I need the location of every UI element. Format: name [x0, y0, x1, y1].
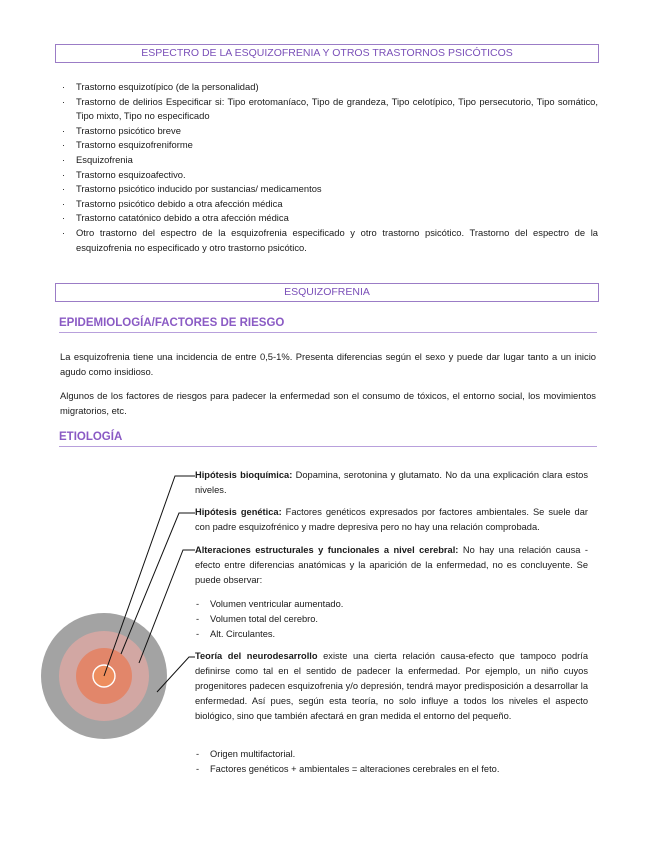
list-item: · Esquizofrenia: [62, 153, 598, 168]
list-item: - Alt. Circulantes.: [193, 627, 593, 642]
hypothesis-title: Hipótesis genética:: [195, 507, 282, 517]
list-item: · Trastorno catatónico debido a otra afección médica: [62, 211, 598, 226]
list-item: · Trastorno psicótico breve: [62, 124, 598, 139]
main-title: ESPECTRO DE LA ESQUIZOFRENIA Y OTROS TRASTORNOS PSICÓTICOS: [141, 47, 513, 59]
hypothesis-title: Hipótesis bioquímica:: [195, 470, 293, 480]
section-title: ESQUIZOFRENIA: [284, 286, 370, 298]
hypothesis-text: existe una cierta relación causa-efecto que tampoco podría definirse como tal en el sentido de padecer la enfermedad. Por ejemplo, un niño cuyos progenitores padecen esquizofrenia y/o depresión, tendrá mayor predisposición a desarrollar la enfermedad. Así pues, según esta teoría, no solo influye a todos los niveles el aspecto biológico, sino que también afectará en gran medida el entorno del pequeño.: [195, 651, 588, 721]
hypothesis-title: Alteraciones estructurales y funcionales a nivel cerebral:: [195, 545, 459, 555]
list-item: · Trastorno esquizofreniforme: [62, 138, 598, 153]
hypothesis-title: Teoría del neurodesarrollo: [195, 651, 318, 661]
list-item: - Volumen total del cerebro.: [193, 612, 593, 627]
hypothesis-genetic: [195, 505, 588, 535]
epidemiology-paragraph-2: Algunos de los factores de riesgos para padecer la enfermedad son el consumo de tóxicos, el entorno social, los movimientos migratorios, etc.: [60, 390, 596, 416]
list-item: · Trastorno psicótico debido a otra afección médica: [62, 197, 598, 212]
list-item: · Trastorno esquizoafectivo.: [62, 168, 598, 183]
epidemiology-heading: EPIDEMIOLOGÍA/FACTORES DE RIESGO: [59, 317, 597, 333]
list-item: · Trastorno psicótico inducido por sustancias/ medicamentos: [62, 182, 598, 197]
list-item: - Factores genéticos + ambientales = alteraciones cerebrales en el feto.: [193, 762, 593, 777]
hypothesis-text: Factores genéticos expresados por factores ambientales. Se suele dar con padre esquizofrénico y madre depresiva pero no hay una relación comprobada.: [195, 507, 588, 532]
list-item: - Origen multifactorial.: [193, 747, 593, 762]
hypothesis-biochemical: [195, 468, 588, 498]
hypothesis-neurodevelopment: [195, 649, 588, 724]
list-item: · Trastorno de delirios Especificar si: Tipo erotomaníaco, Tipo de grandeza, Tipo celotípico, Tipo persecutorio, Tipo somático, Tipo mixto, Tipo no especificado: [62, 95, 598, 124]
list-item: · Trastorno esquizotípico (de la personalidad): [62, 80, 598, 95]
etiology-heading: ETIOLOGÍA: [59, 431, 597, 447]
hypothesis-text: Dopamina, serotonina y glutamato. No da una explicación clara estos niveles.: [195, 470, 588, 495]
hypothesis-text: No hay una relación causa - efecto entre diferencias anatómicas y la aparición de la enfermedad, no es concluyente. Se puede observar:: [195, 545, 588, 585]
list-item: - Volumen ventricular aumentado.: [193, 597, 593, 612]
list-item: · Otro trastorno del espectro de la esquizofrenia especificado y otro trastorno psicótico. Trastorno del espectro de la esquizofrenia no especificado y otro trastorno psicótico.: [62, 226, 598, 255]
epidemiology-paragraph-1: La esquizofrenia tiene una incidencia de entre 0,5-1%. Presenta diferencias según el sexo y puede dar lugar tanto a un inicio agudo como insidioso.: [60, 351, 596, 377]
structural-list: [193, 597, 593, 642]
hypothesis-structural: [195, 543, 588, 588]
neurodevelopment-list: [193, 747, 593, 777]
